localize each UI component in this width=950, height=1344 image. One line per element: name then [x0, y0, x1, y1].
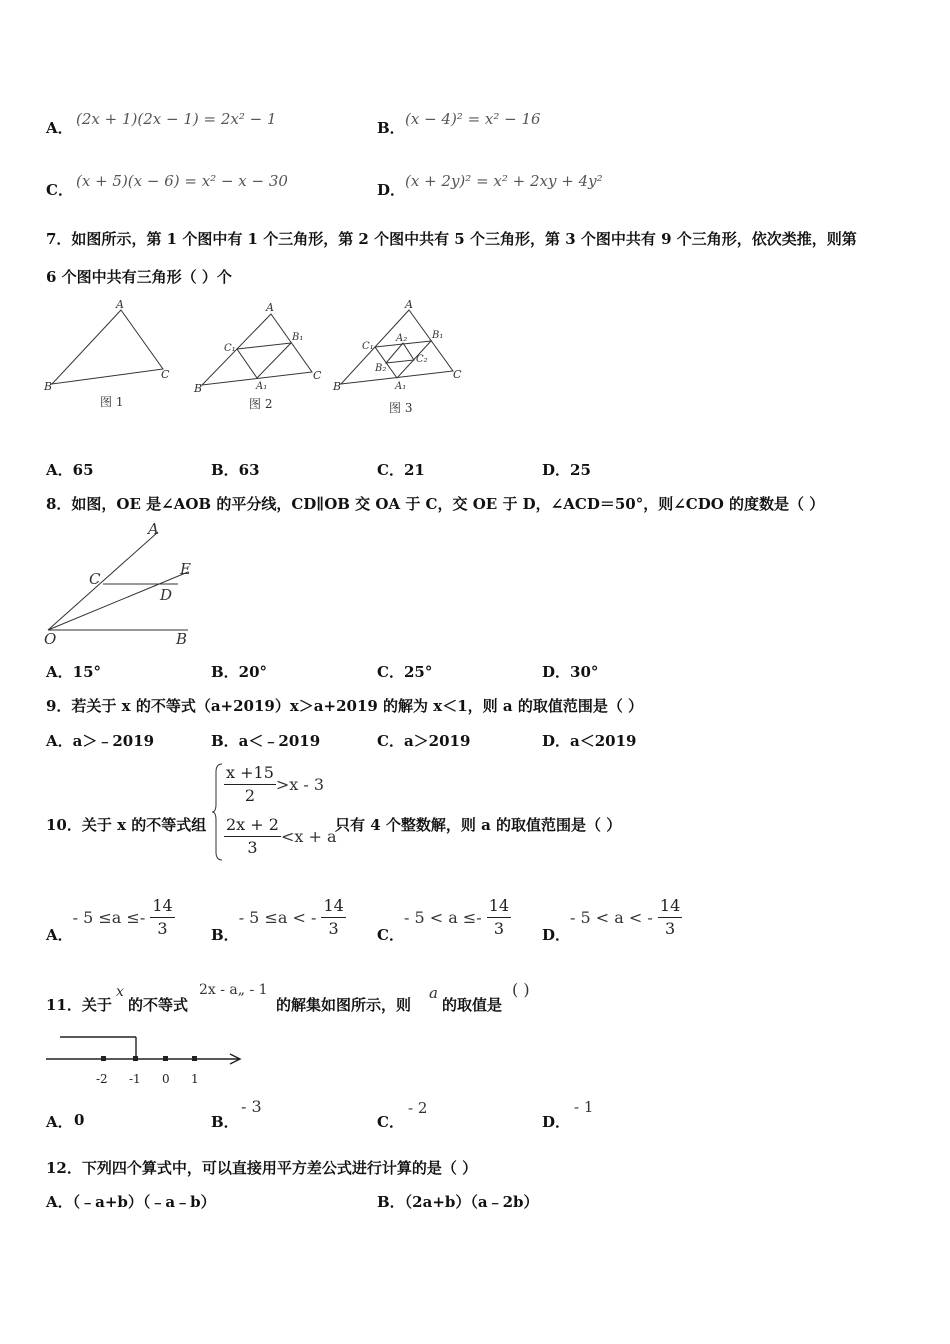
q11-number-line	[40, 1028, 250, 1090]
q9-option-b: B．a＜﹣2019	[211, 732, 321, 750]
q10-option-b-label: B．	[211, 926, 239, 944]
q8-option-a: A．15°	[46, 663, 102, 681]
fig2-label-b1: B₁	[292, 332, 304, 343]
q10-ineq2-rest: <x + a	[280, 827, 337, 846]
q8-option-b: B．20°	[211, 663, 268, 681]
q10-inequality-1	[224, 762, 324, 807]
q11-option-d-value: - 1	[574, 1098, 594, 1116]
q6-option-b-expr: (x − 4)² = x² − 16	[405, 110, 541, 128]
q7-figure-2	[202, 314, 312, 385]
q10-option-c	[377, 895, 511, 945]
q7-stem-line2: 6 个图中共有三角形（ ）个	[46, 268, 232, 286]
fig3-label-b2: B₂	[375, 363, 387, 374]
fig3-label-c2: C₂	[416, 354, 428, 365]
q7-option-a: A．65	[46, 461, 94, 479]
fig2-caption: 图 2	[249, 397, 273, 411]
q10-ineq1-rest: >x - 3	[275, 775, 325, 794]
q8-label-d: D	[160, 586, 173, 604]
q8-stem: 8．如图，OE 是∠AOB 的平分线，CD∥OB 交 OA 于 C，交 OE 于 D，∠ACD＝50°，则∠CDO 的度数是（ ）	[46, 495, 825, 513]
q7-option-d: D．25	[542, 461, 591, 479]
q9-stem: 9．若关于 x 的不等式（a+2019）x＞a+2019 的解为 x＜1，则 a 的取值范围是（ ）	[46, 697, 644, 715]
q10-option-d	[542, 895, 682, 945]
fig3-label-b: B	[333, 380, 342, 393]
q11-tick-minus2: -2	[96, 1072, 108, 1086]
fig3-label-c1: C₁	[362, 341, 374, 352]
fig3-label-b1: B₁	[432, 330, 444, 341]
fig3-label-a: A	[405, 298, 413, 311]
q6-option-c-expr: (x + 5)(x − 6) = x² − x − 30	[76, 172, 288, 190]
q8-option-c: C．25°	[377, 663, 433, 681]
q10-brace	[212, 762, 224, 862]
q10-option-a-den: 3	[157, 919, 168, 938]
q11-option-b-label: B．	[211, 1113, 239, 1131]
q6-option-c-label: C．	[46, 181, 73, 199]
q6-option-a-label: A．	[46, 119, 73, 137]
q8-label-c: C	[89, 570, 101, 588]
q6-option-d-label: D．	[377, 181, 406, 199]
q10-ineq2-denominator: 3	[247, 838, 258, 857]
q11-suffix2: 的取值是	[442, 996, 503, 1014]
q8-figure	[40, 518, 200, 650]
q11-option-c-value: - 2	[408, 1099, 428, 1117]
q7-figure-1	[52, 310, 163, 384]
q11-answer-paren: ( )	[512, 980, 530, 999]
q8-label-e: E	[180, 560, 191, 578]
q11-option-a-label: A．	[46, 1113, 73, 1131]
fig2-label-a: A	[266, 301, 274, 314]
q8-option-d: D．30°	[542, 663, 599, 681]
q10-option-c-den: 3	[493, 919, 504, 938]
q9-option-c: C．a＞2019	[377, 732, 471, 750]
q11-inequality: 2x - a„ - 1	[199, 982, 268, 998]
q8-label-o: O	[44, 630, 57, 648]
q11-var-a: a	[429, 984, 438, 1002]
q7-figures	[40, 296, 480, 421]
q12-stem: 12．下列四个算式中，可以直接用平方差公式进行计算的是（ ）	[46, 1159, 478, 1177]
fig2-label-c1: C₁	[224, 343, 236, 354]
q10-option-a-lhs: - 5 ≤a ≤-	[72, 908, 146, 927]
q8-label-a: A	[148, 520, 159, 538]
q10-option-d-label: D．	[542, 926, 571, 944]
fig1-label-c: C	[161, 368, 170, 381]
q9-option-d: D．a＜2019	[542, 732, 637, 750]
q12-option-b: B．（2a+b）（a﹣2b）	[377, 1193, 539, 1211]
q10-option-c-num: 14	[487, 895, 511, 918]
q10-ineq1-numerator: x +15	[224, 762, 276, 785]
q10-option-a	[46, 895, 175, 945]
q10-suffix: 只有 4 个整数解，则 a 的取值范围是（ ）	[335, 816, 622, 834]
q11-mid: 的不等式	[128, 996, 189, 1014]
q11-tick-minus1: -1	[129, 1072, 141, 1086]
fig3-label-a2: A₂	[396, 333, 408, 344]
q7-option-c: C．21	[377, 461, 425, 479]
q10-option-d-den: 3	[664, 919, 676, 938]
q10-option-b-num: 14	[321, 895, 345, 918]
q6-option-a-expr: (2x + 1)(2x − 1) = 2x² − 1	[76, 110, 277, 128]
fig1-label-a: A	[116, 298, 124, 311]
q11-option-a-value: 0	[74, 1111, 85, 1129]
q11-option-c-label: C．	[377, 1113, 404, 1131]
q10-option-d-num: 14	[658, 895, 682, 918]
q7-figure-3	[341, 310, 453, 384]
fig2-label-b: B	[194, 382, 203, 395]
q11-prefix: 11．关于	[46, 996, 112, 1014]
q10-option-c-lhs: - 5 < a ≤-	[403, 908, 482, 927]
q8-label-b: B	[176, 630, 188, 648]
q11-option-d-label: D．	[542, 1113, 571, 1131]
q11-tick-1: 1	[191, 1072, 199, 1086]
fig3-label-a1: A₁	[395, 381, 407, 392]
q6-option-b-label: B．	[377, 119, 405, 137]
q10-inequality-2	[224, 814, 337, 859]
q7-option-b: B．63	[211, 461, 260, 479]
fig3-caption: 图 3	[389, 401, 413, 415]
q10-option-b-lhs: - 5 ≤a < -	[238, 908, 317, 927]
q7-stem-line1: 7．如图所示，第 1 个图中有 1 个三角形，第 2 个图中共有 5 个三角形，第 3 个图中共有 9 个三角形，依次类推，则第	[46, 230, 857, 248]
q12-option-a: A．（﹣a+b）（﹣a﹣b）	[46, 1193, 216, 1211]
q9-option-a: A．a＞﹣2019	[46, 732, 155, 750]
fig1-label-b: B	[44, 380, 53, 393]
fig2-label-a1: A₁	[256, 381, 268, 392]
fig1-caption: 图 1	[100, 395, 124, 409]
q11-suffix: 的解集如图所示，则	[276, 996, 412, 1014]
q10-option-b-den: 3	[328, 919, 339, 938]
q10-option-a-label: A．	[46, 926, 73, 944]
q11-tick-0: 0	[162, 1072, 170, 1086]
fig3-label-c: C	[453, 368, 462, 381]
q10-option-a-num: 14	[150, 895, 174, 918]
q10-ineq2-numerator: 2x + 2	[224, 814, 281, 837]
q10-option-d-lhs: - 5 < a < -	[570, 908, 653, 927]
q6-option-d-expr: (x + 2y)² = x² + 2xy + 4y²	[405, 172, 603, 190]
q10-prefix: 10．关于 x 的不等式组	[46, 816, 207, 834]
q11-option-b-value: - 3	[241, 1097, 262, 1116]
q10-option-c-label: C．	[377, 926, 404, 944]
q10-ineq1-denominator: 2	[244, 786, 256, 805]
fig2-label-c: C	[313, 369, 322, 382]
q11-var-x: x	[116, 984, 124, 1000]
q10-option-b	[211, 895, 346, 945]
